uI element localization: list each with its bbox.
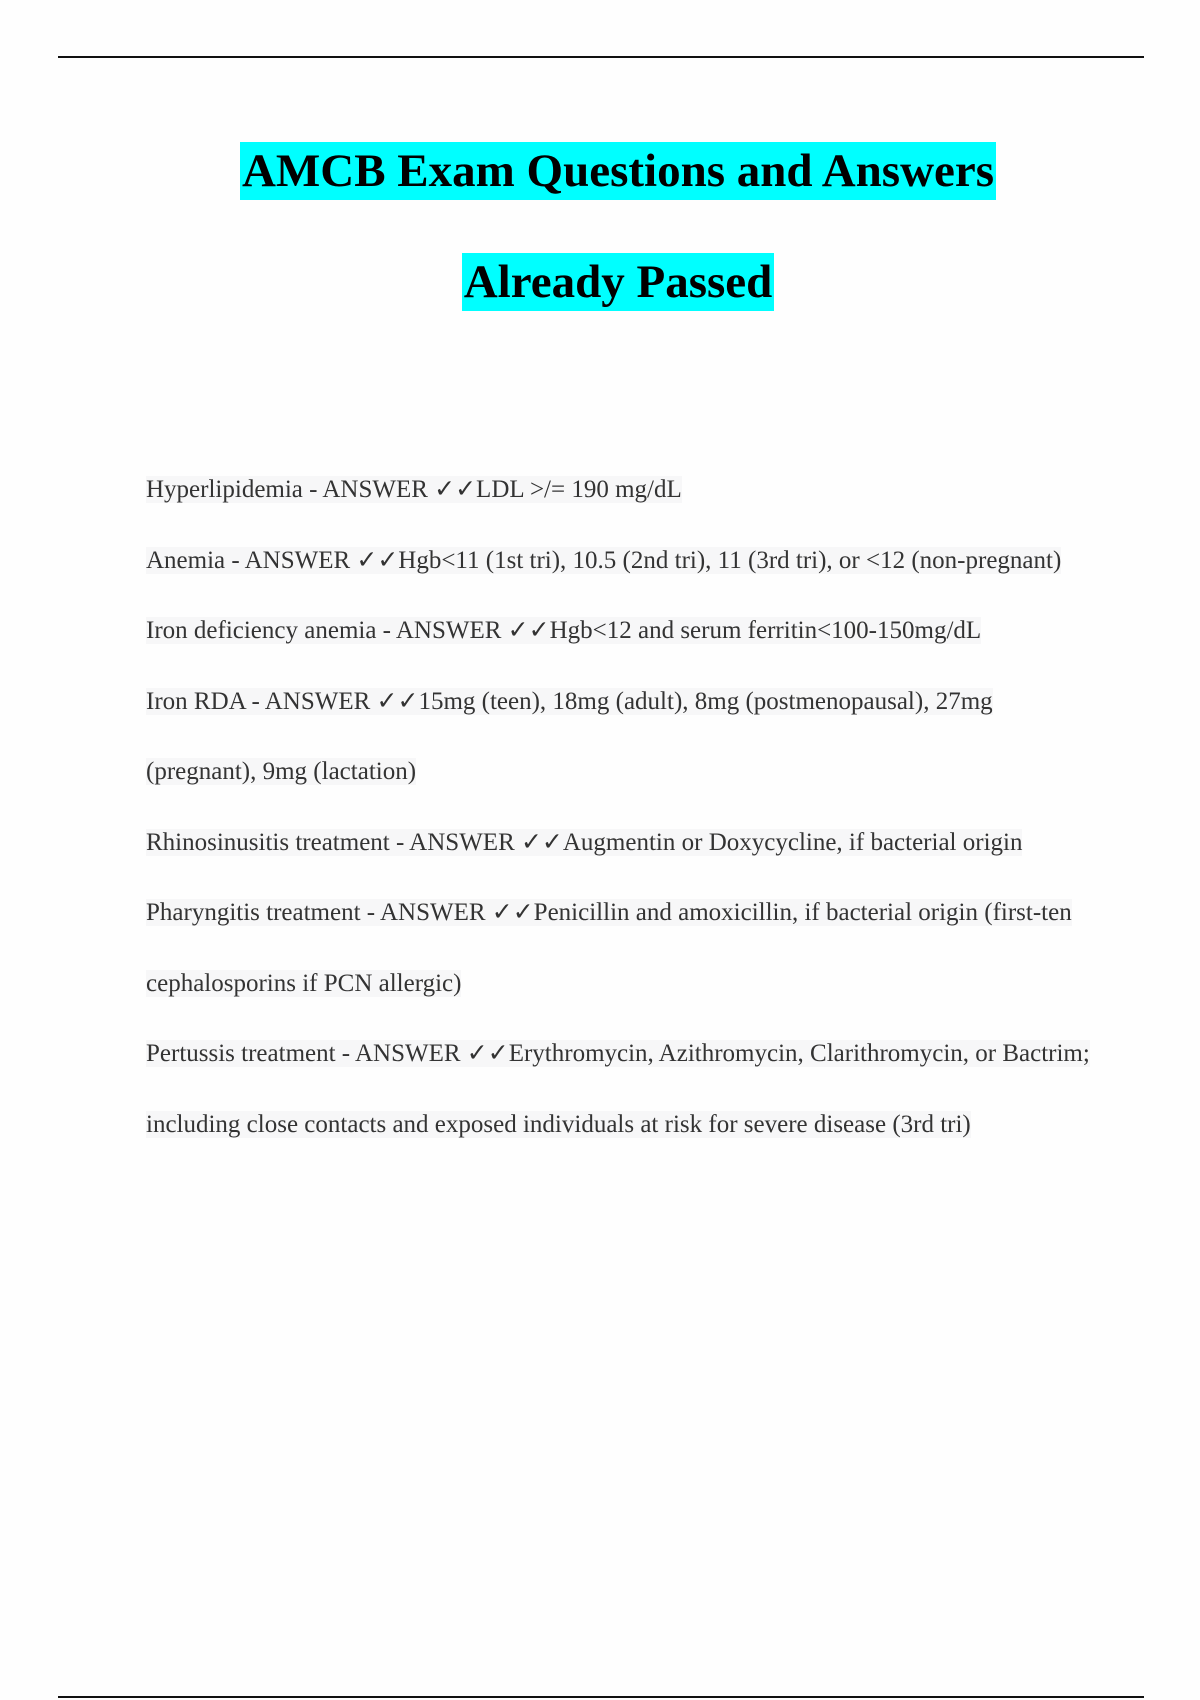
qa-item-text: Iron RDA - ANSWER ✓✓15mg (teen), 18mg (adult), 8mg (postmenopausal), 27mg (pregnant), 9mg (lactation): [146, 687, 993, 785]
qa-item-text: Rhinosinusitis treatment - ANSWER ✓✓Augmentin or Doxycycline, if bacterial origin: [146, 828, 1023, 856]
qa-list: [146, 455, 1096, 1160]
qa-item-text: Hyperlipidemia - ANSWER ✓✓LDL >/= 190 mg/dL: [146, 476, 682, 503]
footer-rule: [58, 1696, 1144, 1698]
qa-item: [146, 1019, 1096, 1160]
document-title: [0, 142, 1200, 311]
qa-item-text: Pharyngitis treatment - ANSWER ✓✓Penicillin and amoxicillin, if bacterial origin (first-ten cephalosporins if PCN allergic): [146, 899, 1072, 997]
qa-item: [146, 808, 1096, 879]
qa-item: [146, 455, 1096, 526]
qa-item-text: Pertussis treatment - ANSWER ✓✓Erythromycin, Azithromycin, Clarithromycin, or Bactrim; including close contacts and exposed individuals at risk for severe disease (3rd tri): [146, 1040, 1090, 1138]
title-line-2: Already Passed: [462, 253, 775, 311]
qa-item: [146, 667, 1096, 808]
qa-item-text: Anemia - ANSWER ✓✓Hgb<11 (1st tri), 10.5 (2nd tri), 11 (3rd tri), or <12 (non-pregnant): [146, 546, 1062, 574]
qa-item: [146, 878, 1096, 1019]
header-rule: [58, 56, 1144, 58]
title-line-1: AMCB Exam Questions and Answers: [240, 142, 996, 200]
qa-item: [146, 526, 1096, 597]
qa-item: [146, 596, 1096, 667]
qa-item-text: Iron deficiency anemia - ANSWER ✓✓Hgb<12 and serum ferritin<100-150mg/dL: [146, 617, 982, 644]
